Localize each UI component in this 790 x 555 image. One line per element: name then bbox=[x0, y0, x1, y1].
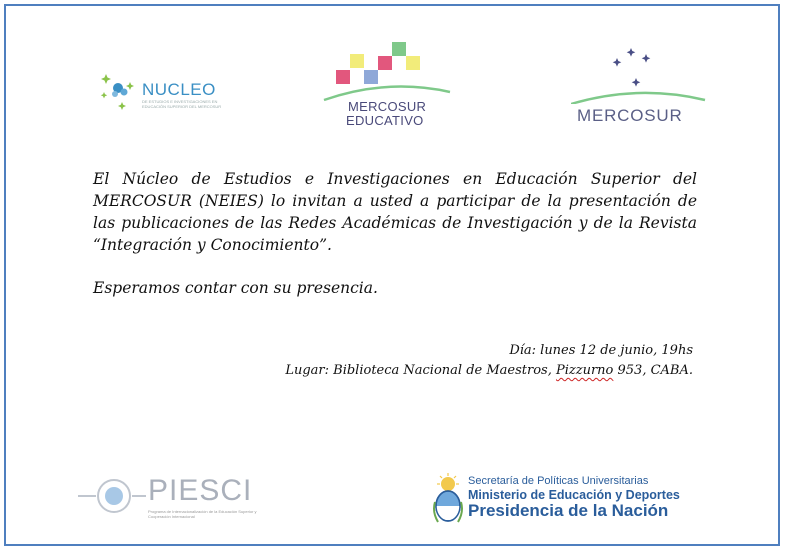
invitation-card bbox=[4, 4, 780, 546]
ministerio-logo bbox=[432, 472, 702, 526]
argentina-coat-of-arms-icon bbox=[432, 472, 464, 526]
secretaria-label: Secretaría de Políticas Universitarias bbox=[468, 475, 649, 487]
nucleo-logo bbox=[98, 64, 238, 114]
piesci-wordmark: PIESCI bbox=[148, 474, 253, 507]
piesci-subtitle: Programa de Internacionalización de la Educación Superior y Cooperación Internacional bbox=[148, 509, 257, 519]
event-details bbox=[285, 341, 693, 381]
invitation-paragraph: El Núcleo de Estudios e Investigaciones en Educación Superior del MERCOSUR (NEIES) lo invitan a usted a participar de la presentación de las publicaciones de las Redes Académicas de Investigación y de la Revista “Integración y Conocimiento”. bbox=[93, 170, 697, 254]
event-place bbox=[285, 361, 693, 381]
mercosur-logo bbox=[571, 44, 706, 130]
event-place-street: Pizzurno bbox=[555, 363, 614, 378]
mercosur-educativo-squares-icon bbox=[322, 42, 452, 102]
piesci-logo bbox=[78, 472, 258, 522]
piesci-orbit-icon bbox=[78, 472, 148, 522]
nucleo-sparkle-icon bbox=[98, 64, 142, 114]
event-place-prefix: Lugar: Biblioteca Nacional de Maestros, bbox=[285, 363, 556, 378]
ministerio-label: Ministerio de Educación y Deportes bbox=[468, 488, 680, 502]
mercosur-educativo-line2: EDUCATIVO bbox=[346, 113, 424, 128]
mercosur-stars-icon bbox=[571, 44, 706, 104]
mercosur-educativo-logo bbox=[322, 42, 452, 130]
mercosur-educativo-line1: MERCOSUR bbox=[348, 99, 427, 114]
nucleo-subtitle: DE ESTUDIOS E INVESTIGACIONES EN EDUCACIÓN SUPERIOR DEL MERCOSUR bbox=[142, 99, 222, 109]
presidencia-label: Presidencia de la Nación bbox=[468, 501, 669, 520]
nucleo-wordmark: NUCLEO bbox=[142, 80, 216, 99]
event-date: Día: lunes 12 de junio, 19hs bbox=[509, 343, 693, 358]
mercosur-wordmark: MERCOSUR bbox=[577, 106, 683, 125]
event-place-suffix: 953, CABA. bbox=[613, 363, 693, 378]
invitation-closing: Esperamos contar con su presencia. bbox=[93, 279, 378, 297]
